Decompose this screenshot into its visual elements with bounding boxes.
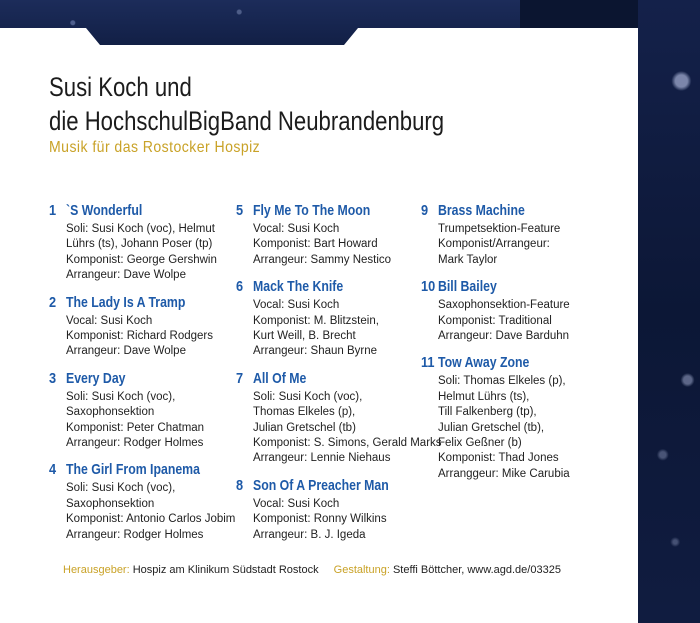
- track-number: 7: [236, 369, 244, 387]
- track-credit-line: Soli: Thomas Elkeles (p),: [438, 375, 566, 388]
- track-number: 8: [236, 476, 244, 494]
- track-number: 4: [49, 461, 57, 479]
- track-credit-line: Arranggeur: Mike Carubia: [438, 467, 570, 480]
- track-credit-line: Saxophonsektion: [66, 406, 155, 419]
- track-title: The Girl From Ipanema: [66, 461, 200, 479]
- track-number: 11: [421, 354, 435, 372]
- track-credit-line: Komponist: Bart Howard: [253, 238, 378, 251]
- track-credit-line: Komponist: Ronny Wilkins: [253, 513, 387, 526]
- track-number: 2: [49, 293, 57, 311]
- design-credit: Steffi Böttcher, www.agd.de/03325: [392, 564, 561, 576]
- track-header: [49, 370, 239, 390]
- track-credit-line: Lührs (ts), Johann Poser (tp): [66, 238, 213, 251]
- track-credit-line: Komponist: S. Simons, Gerald Marks: [253, 437, 442, 450]
- tracklist-column-3: [421, 202, 611, 492]
- track-item: [421, 278, 611, 344]
- track-credit-line: Komponist: Traditional: [438, 314, 552, 327]
- track-credit-line: Arrangeur: B. J. Igeda: [253, 528, 366, 541]
- track-credit-line: Komponist: George Gershwin: [66, 253, 217, 266]
- track-credit-line: Vocal: Susi Koch: [66, 314, 153, 327]
- track-credit-line: Arrangeur: Lennie Niehaus: [253, 452, 391, 465]
- track-credit-line: Thomas Elkeles (p),: [253, 406, 356, 419]
- title-line-2: die HochschulBigBand Neubrandenburg: [49, 106, 445, 136]
- track-item: [49, 294, 239, 360]
- track-credit-line: Komponist: Thad Jones: [438, 452, 559, 465]
- track-credit-line: Soli: Susi Koch (voc),: [253, 390, 363, 403]
- track-credit-line: Arrangeur: Dave Wolpe: [66, 269, 186, 282]
- track-header: [421, 202, 611, 222]
- track-item: [236, 369, 442, 467]
- publisher-label: Herausgeber:: [63, 564, 130, 576]
- track-credit-line: Komponist: Peter Chatman: [66, 421, 205, 434]
- track-item: [236, 477, 426, 543]
- track-header: [49, 294, 239, 314]
- track-credit-line: Soli: Susi Koch (voc),: [66, 482, 176, 495]
- track-credit-line: Arrangeur: Rodger Holmes: [66, 437, 204, 450]
- track-credit-line: Trumpetsektion-Feature: [438, 223, 561, 235]
- track-header: [421, 278, 611, 298]
- track-item: [49, 461, 239, 543]
- track-header: [236, 278, 426, 298]
- track-credit-line: Saxophonsektion-Feature: [438, 299, 570, 312]
- track-credit-line: Mark Taylor: [438, 253, 498, 266]
- track-item: [236, 202, 426, 268]
- title-line-1: Susi Koch und: [49, 72, 192, 102]
- track-title: Mack The Knife: [253, 278, 344, 296]
- publisher-name: Hospiz am Klinikum Südstadt Rostock: [132, 564, 319, 576]
- track-header: [421, 354, 611, 374]
- track-credit-line: Komponist/Arrangeur:: [438, 238, 550, 251]
- track-credit-line: Felix Geßner (b): [438, 437, 522, 450]
- track-number: 3: [49, 369, 57, 387]
- track-credit-line: Arrangeur: Dave Barduhn: [438, 330, 570, 343]
- track-number: 10: [421, 278, 436, 296]
- track-header: [236, 370, 426, 390]
- track-header: [236, 477, 426, 497]
- credits-footer: [63, 564, 561, 576]
- album-subtitle: Musik für das Rostocker Hospiz: [49, 139, 261, 156]
- album-title: [49, 70, 444, 138]
- track-credit-line: Soli: Susi Koch (voc),: [66, 390, 176, 403]
- track-credit-line: Arrangeur: Dave Wolpe: [66, 345, 186, 358]
- track-item: [49, 370, 239, 452]
- track-header: [49, 461, 239, 481]
- starry-background-right: [638, 0, 700, 623]
- track-credit-line: Komponist: Antonio Carlos Jobim: [66, 513, 236, 526]
- track-number: 5: [236, 202, 244, 219]
- track-number: 6: [236, 278, 244, 296]
- track-number: 1: [49, 202, 57, 219]
- track-credit-line: Helmut Lührs (ts),: [438, 390, 530, 403]
- track-title: Fly Me To The Moon: [253, 202, 371, 219]
- track-title: Every Day: [66, 369, 126, 387]
- track-item: [236, 278, 426, 360]
- track-credit-line: Kurt Weill, B. Brecht: [253, 330, 356, 343]
- track-credit-line: Till Falkenberg (tp),: [438, 406, 537, 419]
- track-header: [49, 202, 239, 222]
- track-credit-line: Soli: Susi Koch (voc), Helmut: [66, 223, 215, 235]
- track-credit-line: Arrangeur: Rodger Holmes: [66, 528, 204, 541]
- track-credit-line: Vocal: Susi Koch: [253, 299, 340, 312]
- design-label: Gestaltung:: [333, 564, 390, 576]
- track-item: [49, 202, 239, 284]
- track-credit-line: Saxophonsektion: [66, 497, 155, 510]
- track-credit-line: Arrangeur: Sammy Nestico: [253, 253, 392, 266]
- track-credit-line: Arrangeur: Shaun Byrne: [253, 345, 378, 358]
- track-title: Bill Bailey: [438, 278, 497, 296]
- track-credit-line: Vocal: Susi Koch: [253, 223, 340, 235]
- track-credit-line: Julian Gretschel (tb),: [438, 421, 545, 434]
- track-credit-line: Vocal: Susi Koch: [253, 497, 340, 510]
- track-title: The Lady Is A Tramp: [66, 293, 186, 311]
- track-header: [236, 202, 426, 222]
- track-title: Brass Machine: [438, 202, 525, 219]
- track-item: [421, 354, 611, 482]
- track-title: All Of Me: [253, 369, 307, 387]
- track-title: Son Of A Preacher Man: [253, 476, 389, 494]
- track-credit-line: Komponist: Richard Rodgers: [66, 330, 214, 343]
- track-number: 9: [421, 202, 429, 219]
- track-credit-line: Julian Gretschel (tb): [253, 421, 356, 434]
- track-title: Tow Away Zone: [438, 354, 530, 372]
- tracklist-column-1: [49, 202, 239, 553]
- track-title: `S Wonderful: [66, 202, 143, 219]
- track-item: [421, 202, 611, 268]
- track-credit-line: Komponist: M. Blitzstein,: [253, 314, 379, 327]
